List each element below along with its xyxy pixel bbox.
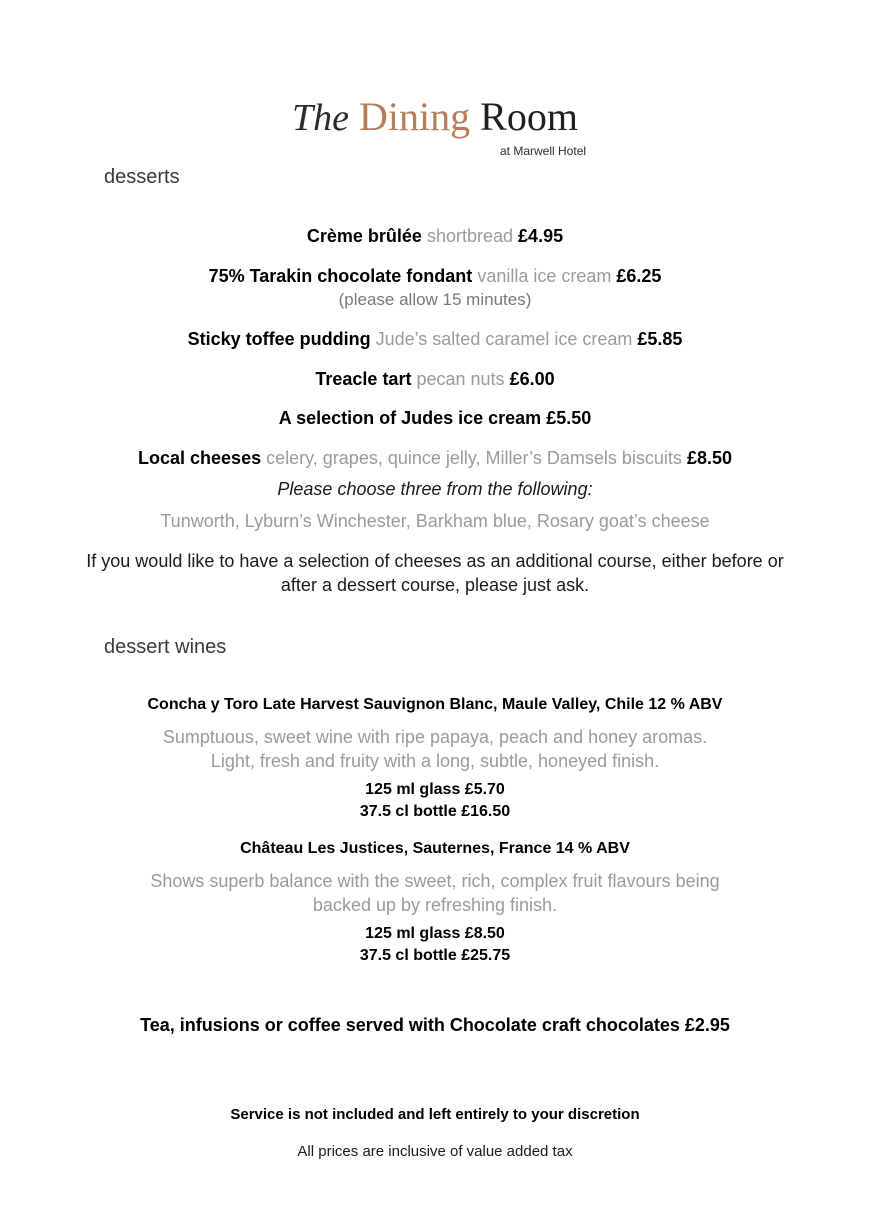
wine-desc-line2: Light, fresh and fruity with a long, subtle, honeyed finish.: [210, 751, 660, 771]
restaurant-logo: [0, 94, 870, 158]
tea-coffee-line: [0, 1013, 870, 1037]
vat-note: All prices are inclusive of value added tax: [297, 1143, 573, 1160]
dessert-item: [0, 367, 870, 391]
cheese-course-line1: If you would like to have a selection of cheeses as an additional course, either before or: [86, 551, 784, 571]
dessert-name: Sticky toffee pudding: [187, 329, 371, 349]
dessert-desc: celery, grapes, quince jelly, Miller’s Damsels biscuits: [266, 448, 682, 468]
service-note: Service is not included and left entirely to your discretion: [230, 1106, 640, 1123]
dessert-price: £8.50: [686, 448, 732, 468]
wine-desc-line2: backed up by refreshing finish.: [312, 895, 558, 915]
dessert-name: Local cheeses: [138, 448, 262, 468]
wine-name: Château Les Justices, Sauternes, France 14 % ABV: [240, 840, 630, 857]
wine-desc-line1: Sumptuous, sweet wine with ripe papaya, peach and honey aromas.: [162, 727, 708, 747]
dessert-name: Treacle tart: [315, 369, 412, 389]
tea-coffee-text: Tea, infusions or coffee served with Chocolate craft chocolates £2.95: [140, 1015, 730, 1035]
logo-dining: Dining: [359, 94, 471, 139]
dessert-item: [0, 224, 870, 248]
dessert-item: [0, 446, 870, 470]
cheese-course-line2: after a dessert course, please just ask.: [280, 575, 590, 595]
dessert-price: £5.85: [637, 329, 683, 349]
dessert-desc: pecan nuts: [416, 369, 505, 389]
dessert-price: £4.95: [518, 226, 564, 246]
dessert-name: A selection of Judes ice cream £5.50: [278, 408, 592, 428]
wine-glass-price: 125 ml glass £5.70: [365, 781, 505, 798]
dessert-note: (please allow 15 minutes): [338, 290, 532, 309]
dessert-price: £6.00: [509, 369, 555, 389]
dessert-desc: Jude’s salted caramel ice cream: [375, 329, 633, 349]
dessert-price: £6.25: [616, 266, 662, 286]
dessert-name: 75% Tarakin chocolate fondant: [208, 266, 473, 286]
dessert-desc: vanilla ice cream: [477, 266, 612, 286]
logo-room: Room: [480, 94, 578, 139]
dessert-item: [0, 406, 870, 430]
dessert-item: [0, 264, 870, 288]
wine-name: Concha y Toro Late Harvest Sauvignon Blanc, Maule Valley, Chile 12 % ABV: [147, 696, 723, 713]
cheese-list: Tunworth, Lyburn’s Winchester, Barkham blue, Rosary goat’s cheese: [160, 511, 710, 531]
wine-bottle-price: 37.5 cl bottle £25.75: [359, 947, 511, 964]
cheese-choose-note: Please choose three from the following:: [277, 479, 593, 499]
dessert-desc: shortbread: [426, 226, 514, 246]
dessert-wines-heading: dessert wines: [104, 636, 227, 658]
wine-glass-price: 125 ml glass £8.50: [365, 925, 505, 942]
dessert-item: [0, 327, 870, 351]
logo-the: The: [292, 97, 350, 139]
dessert-name: Crème brûlée: [306, 226, 422, 246]
wine-desc-line1: Shows superb balance with the sweet, rich, complex fruit flavours being: [150, 871, 720, 891]
logo-subtitle: at Marwell Hotel: [500, 144, 587, 158]
desserts-heading: desserts: [104, 166, 180, 188]
wine-bottle-price: 37.5 cl bottle £16.50: [359, 803, 511, 820]
